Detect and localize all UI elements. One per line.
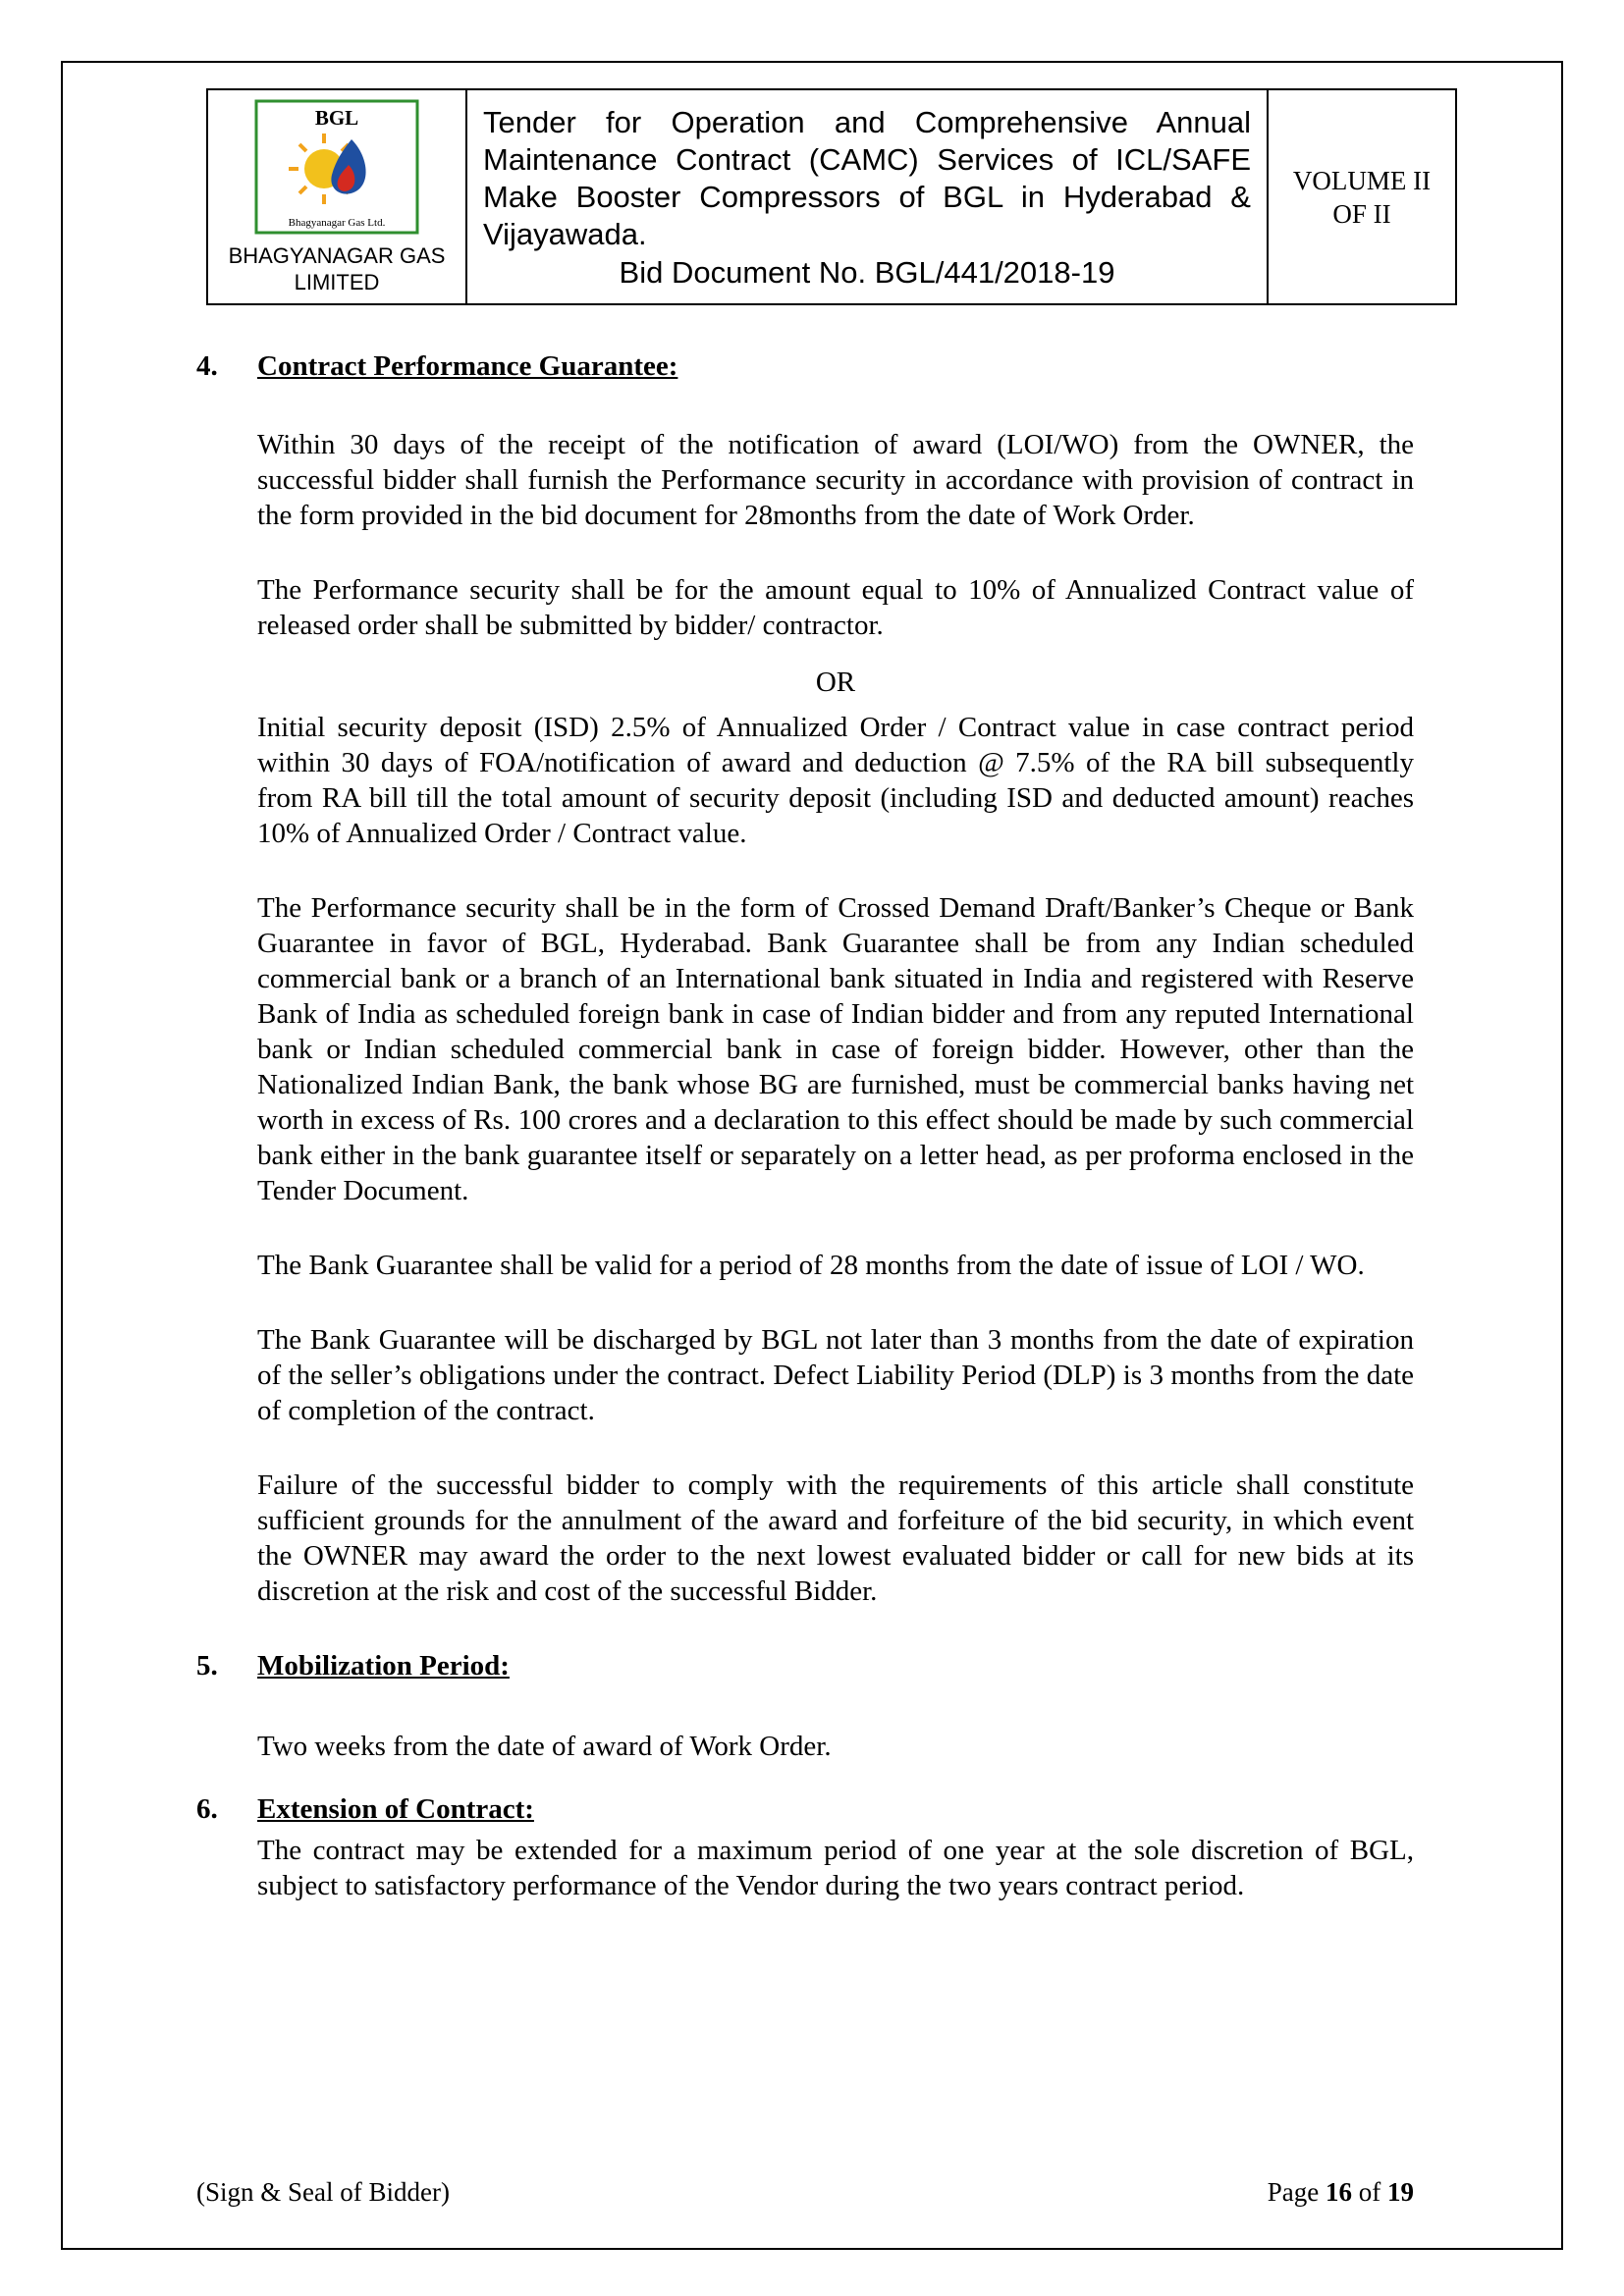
or-separator: OR (815, 667, 856, 698)
volume-cell (1268, 89, 1456, 304)
section-5 (196, 1648, 1414, 1764)
volume-line-2: OF II (1332, 198, 1391, 229)
section-6-title (196, 1791, 1414, 1827)
company-name: BHAGYANAGAR GAS LIMITED (228, 243, 446, 294)
document-page (61, 61, 1563, 2250)
page-number (1268, 2175, 1414, 2209)
section-5-heading: Mobilization Period: (257, 1650, 510, 1682)
page-of-label: of (1358, 2177, 1381, 2207)
volume-line-1: VOLUME II (1292, 165, 1432, 195)
paragraph: The Performance security shall be for the amount equal to 10% of Annualized Contract value of released order shall be submitted by bidder/ contractor. (257, 574, 1414, 641)
page-label: Page (1267, 2177, 1320, 2207)
section-6-body (257, 1833, 1414, 1903)
paragraph: Failure of the successful bidder to comply with the requirements of this article shall constitute sufficient grounds for the annulment of the award and forfeiture of the bid security, in which event the OWNER may award the order to the next lowest evaluated bidder or call for new bids at its discretion at the risk and cost of the successful Bidder. (257, 1469, 1414, 1607)
header-logo-cell (207, 89, 466, 304)
section-5-title (196, 1648, 1414, 1683)
section-5-body (257, 1729, 1414, 1764)
paragraph: Two weeks from the date of award of Work Order. (257, 1731, 832, 1762)
header-title-cell (466, 89, 1268, 304)
sign-seal-note: (Sign & Seal of Bidder) (196, 2177, 450, 2207)
bgl-logo-icon (253, 98, 420, 236)
page-footer (196, 2175, 1414, 2209)
section-4 (196, 348, 1414, 1609)
document-body (63, 348, 1561, 1903)
paragraph: Within 30 days of the receipt of the notification of award (LOI/WO) from the OWNER, the successful bidder shall furnish the Performance security in accordance with provision of contract in the form provided in the bid document for 28months from the date of Work Order. (257, 429, 1414, 531)
section-4-number: 4. (196, 350, 218, 382)
page-total: 19 (1387, 2177, 1414, 2207)
header-table (206, 88, 1457, 305)
section-5-number: 5. (196, 1650, 218, 1682)
paragraph: Initial security deposit (ISD) 2.5% of Annualized Order / Contract value in case contract period within 30 days of FOA/notification of award and deduction @ 7.5% of the RA bill subsequently from RA bill till the total amount of security deposit (including ISD and deducted amount) reaches 10% of Annualized Order / Contract value. (257, 712, 1414, 849)
section-6-heading: Extension of Contract: (257, 1793, 534, 1825)
paragraph: The contract may be extended for a maximum period of one year at the sole discretion of BGL, subject to satisfactory performance of the Vendor during the two years contract period. (257, 1835, 1414, 1901)
section-6 (196, 1791, 1414, 1903)
paragraph: The Bank Guarantee will be discharged by BGL not later than 3 months from the date of expiration of the seller’s obligations under the contract. Defect Liability Period (DLP) is 3 months from the date of completion of the contract. (257, 1324, 1414, 1426)
logo-bottom-text: Bhagyanagar Gas Ltd. (288, 217, 386, 229)
page-current: 16 (1326, 2177, 1352, 2207)
paragraph: The Performance security shall be in the form of Crossed Demand Draft/Banker’s Cheque or Bank Guarantee in favor of BGL, Hyderabad. Bank Guarantee shall be from any Indian scheduled commercial bank or a branch of an International bank situated in India and registered with Reserve Bank of India as scheduled foreign bank in case of Indian bidder and from any reputed International bank or Indian scheduled commercial bank in case of foreign bidder. However, other than the Nationalized Indian Bank, the bank whose BG are furnished, must be commercial banks having net worth in excess of Rs. 100 crores and a declaration to this effect should be made by such commercial bank either in the bank guarantee itself or separately on a letter head, as per proforma enclosed in the Tender Document. (257, 892, 1414, 1206)
section-6-number: 6. (196, 1793, 218, 1825)
tender-title: Tender for Operation and Comprehensive Annual Maintenance Contract (CAMC) Services of ICL/SAFE Make Booster Compressors of BGL in Hyderabad & Vijayawada. (483, 104, 1251, 251)
section-4-heading: Contract Performance Guarantee: (257, 350, 678, 382)
bid-document-number: Bid Document No. BGL/441/2018-19 (619, 254, 1115, 290)
section-4-body (257, 427, 1414, 1609)
logo-top-text: BGL (314, 106, 359, 130)
paragraph: The Bank Guarantee shall be valid for a period of 28 months from the date of issue of LOI / WO. (257, 1250, 1365, 1281)
section-4-title (196, 348, 1414, 384)
